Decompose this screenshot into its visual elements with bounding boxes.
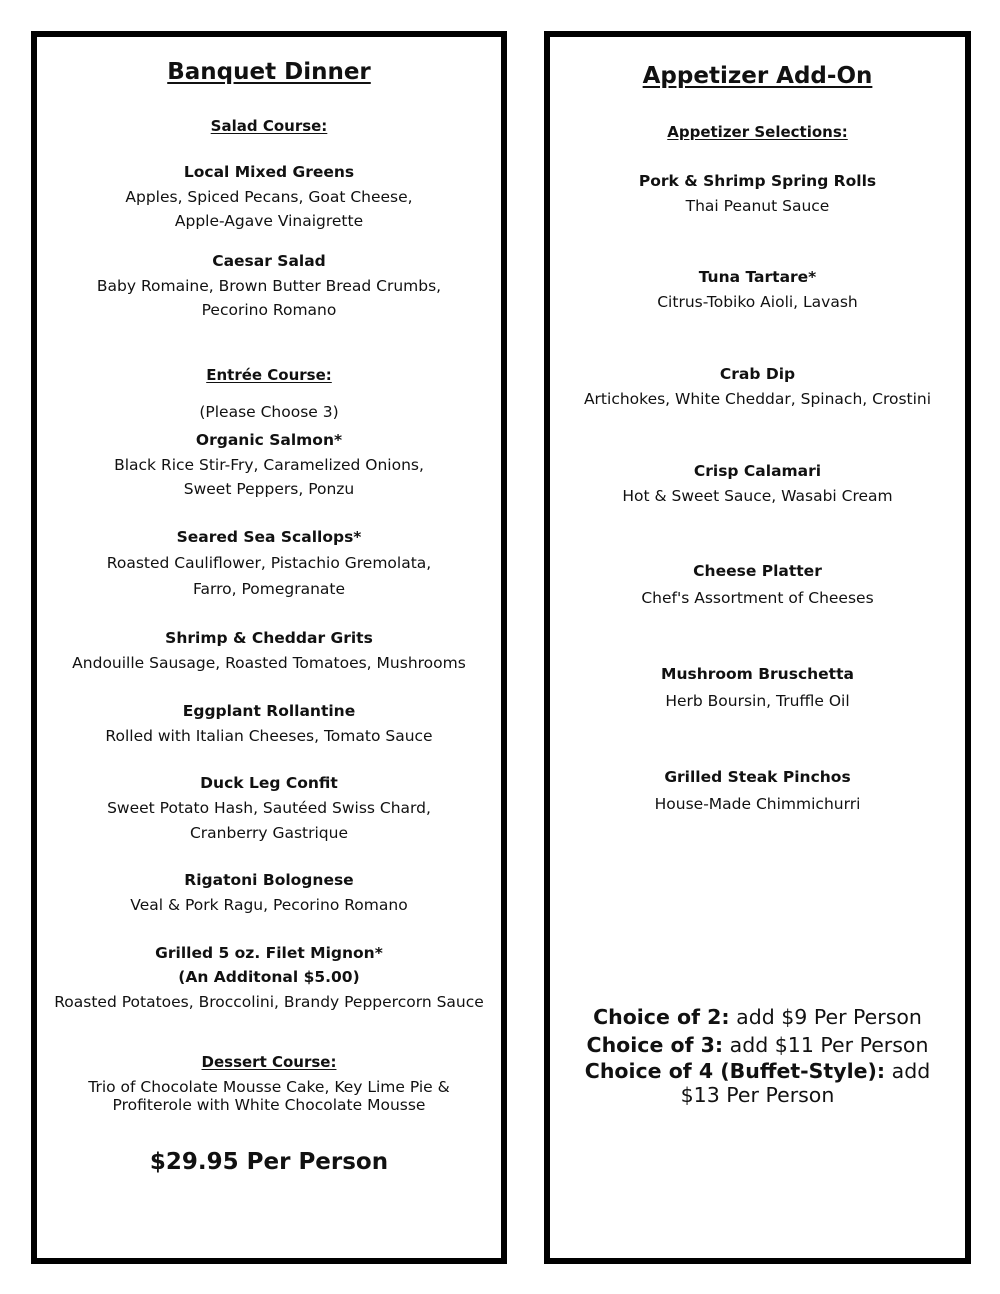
appetizer-desc: Thai Peanut Sauce: [685, 197, 830, 215]
appetizer-name: Cheese Platter: [693, 562, 822, 580]
appetizer-title: Appetizer Add-On: [642, 63, 873, 89]
appetizer-name: Crab Dip: [719, 365, 796, 383]
appetizer-desc: Chef's Assortment of Cheeses: [641, 589, 874, 607]
banquet-dinner-panel: [31, 31, 507, 1264]
appetizer-desc: Citrus-Tobiko Aioli, Lavash: [657, 293, 858, 311]
appetizer-selections-heading: Appetizer Selections:: [667, 123, 848, 141]
salad-desc: Apple-Agave Vinaigrette: [174, 212, 364, 230]
entree-desc: Roasted Potatoes, Broccolini, Brandy Peppercorn Sauce: [54, 993, 484, 1011]
entree-name: Rigatoni Bolognese: [184, 871, 354, 889]
entree-desc: Black Rice Stir-Fry, Caramelized Onions,: [114, 456, 424, 474]
entree-name: Shrimp & Cheddar Grits: [165, 629, 373, 647]
appetizer-name: Grilled Steak Pinchos: [664, 768, 851, 786]
pricing-sep: :: [721, 1005, 730, 1029]
appetizer-desc: Hot & Sweet Sauce, Wasabi Cream: [622, 487, 893, 505]
salad-desc: Apples, Spiced Pecans, Goat Cheese,: [125, 188, 413, 206]
salad-course-heading: Salad Course:: [210, 117, 328, 135]
dessert-course-heading: Dessert Course:: [201, 1053, 337, 1071]
dessert-desc: Trio of Chocolate Mousse Cake, Key Lime Pie &: [88, 1078, 450, 1096]
entree-upcharge: (An Additonal $5.00): [178, 968, 360, 986]
entree-name: Organic Salmon*: [195, 431, 343, 449]
entree-desc: Veal & Pork Ragu, Pecorino Romano: [130, 896, 408, 914]
appetizer-name: Crisp Calamari: [693, 462, 822, 480]
salad-name: Caesar Salad: [212, 252, 326, 270]
appetizer-desc: House-Made Chimmichurri: [654, 795, 861, 813]
appetizer-desc: Herb Boursin, Truffle Oil: [665, 692, 850, 710]
appetizer-desc: Artichokes, White Cheddar, Spinach, Crostini: [583, 390, 932, 408]
entree-course-heading: Entrée Course:: [206, 366, 332, 384]
appetizer-name: Tuna Tartare*: [698, 268, 817, 286]
pricing-label: Choice of 3: [586, 1033, 715, 1057]
banquet-price: $29.95 Per Person: [149, 1149, 389, 1175]
salad-desc: Pecorino Romano: [201, 301, 337, 319]
entree-name: Eggplant Rollantine: [182, 702, 356, 720]
entree-desc: Sweet Potato Hash, Sautéed Swiss Chard,: [107, 799, 431, 817]
banquet-title: Banquet Dinner: [167, 59, 371, 85]
pricing-line: [550, 1059, 965, 1107]
pricing-sep: :: [714, 1033, 724, 1057]
pricing-amount: add $13 Per Person: [680, 1059, 931, 1107]
appetizer-name: Pork & Shrimp Spring Rolls: [638, 172, 877, 190]
entree-desc: Roasted Cauliflower, Pistachio Gremolata,: [106, 554, 432, 572]
entree-desc: Andouille Sausage, Roasted Tomatoes, Mushrooms: [72, 654, 466, 672]
pricing-label: Choice of 2: [593, 1005, 722, 1029]
pricing-amount: add $11 Per Person: [723, 1033, 929, 1057]
salad-desc: Baby Romaine, Brown Butter Bread Crumbs,: [96, 277, 442, 295]
pricing-line: [550, 1031, 965, 1059]
appetizer-name: Mushroom Bruschetta: [661, 665, 854, 683]
pricing-line: [550, 1003, 965, 1031]
entree-name: Seared Sea Scallops*: [176, 528, 362, 546]
entree-desc: Sweet Peppers, Ponzu: [183, 480, 355, 498]
dessert-desc: Profiterole with White Chocolate Mousse: [112, 1096, 426, 1114]
entree-desc: Cranberry Gastrique: [189, 824, 348, 842]
salad-name: Local Mixed Greens: [183, 163, 355, 181]
entree-name: Grilled 5 oz. Filet Mignon*: [155, 944, 383, 962]
entree-desc: Farro, Pomegranate: [192, 580, 346, 598]
entree-note: (Please Choose 3): [199, 403, 339, 421]
pricing-label: Choice of 4 (Buffet-Style):: [584, 1059, 886, 1083]
entree-desc: Rolled with Italian Cheeses, Tomato Sauce: [105, 727, 433, 745]
entree-name: Duck Leg Confit: [200, 774, 338, 792]
appetizer-addon-panel: [544, 31, 971, 1264]
pricing-amount: add $9 Per Person: [729, 1005, 922, 1029]
appetizer-pricing: [550, 1003, 965, 1107]
